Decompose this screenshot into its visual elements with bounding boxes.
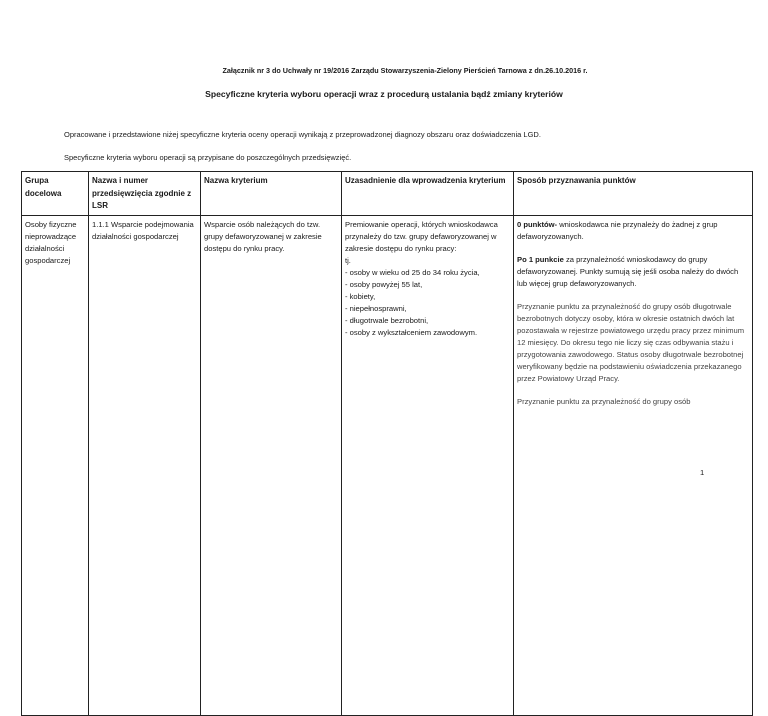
scoring-next: Przyznanie punktu za przynależność do grupy osób xyxy=(517,396,691,406)
cell-scoring xyxy=(514,215,753,715)
justification-intro: Premiowanie operacji, których wnioskodawca przynależy do tzw. grupy defaworyzowanej w zakresie dostępu do rynku pracy: xyxy=(345,219,498,253)
justification-item: - osoby z wykształceniem zawodowym. xyxy=(345,327,478,337)
justification-item: - osoby powyżej 55 lat, xyxy=(345,279,423,289)
justification-item: - długotrwale bezrobotni, xyxy=(345,315,429,325)
table-header-row xyxy=(22,172,753,216)
header-target-group: Grupa docelowa xyxy=(22,172,89,216)
scoring-one xyxy=(517,254,749,290)
scoring-zero xyxy=(517,219,749,243)
justification-item: - niepełnosprawni, xyxy=(345,303,407,313)
scoring-zero-text: wnioskodawca nie przynależy do żadnej z grup defaworyzowanych. xyxy=(517,219,718,241)
header-criterion: Nazwa kryterium xyxy=(201,172,342,216)
scoring-unemployed: Przyznanie punktu za przynależność do grupy osób długotrwale bezrobotnych dotyczy osoby, która w okresie ostatnich dwóch lat pozostawała w rejestrze powiatowego urzędu pracy przez minimum 12 miesięcy. Do okresu tego nie liczy się czas odbywania stażu i przygotowania zawodowego. Status osoby długotrwale bezrobotnej weryfikowany będzie na podstawieniu oświadczenia przekazanego przez Powiatowy Urząd Pracy. xyxy=(517,301,745,383)
cell-criterion: Wsparcie osób należących do tzw. grupy defaworyzowanej w zakresie dostępu do rynku pracy. xyxy=(201,215,342,715)
cell-target-group: Osoby fizyczne nieprowadzące działalności gospodarczej xyxy=(22,215,89,715)
scoring-zero-bold: 0 punktów- xyxy=(517,219,558,229)
cell-venture: 1.1.1 Wsparcie podejmowania działalności gospodarczej xyxy=(89,215,201,715)
document-title: Specyficzne kryteria wyboru operacji wraz z procedurą ustalania bądź zmiany kryteriów xyxy=(205,89,563,99)
scoring-one-bold: Po 1 punkcie xyxy=(517,254,564,264)
header-scoring: Sposób przyznawania punktów xyxy=(514,172,753,216)
header-justification: Uzasadnienie dla wprowadzenia kryterium xyxy=(342,172,514,216)
table-row xyxy=(22,215,753,715)
page-number: 1 xyxy=(700,468,705,477)
intro-paragraph-2: Specyficzne kryteria wyboru operacji są przypisane do poszczególnych przedsięwzięć. xyxy=(64,153,352,162)
intro-paragraph-1: Opracowane i przedstawione niżej specyficzne kryteria oceny operacji wynikają z przeprowadzonej diagnozy obszaru oraz doświadczenia LGD. xyxy=(64,130,541,139)
cell-justification xyxy=(342,215,514,715)
criteria-table xyxy=(21,171,753,716)
header-venture: Nazwa i numer przedsięwzięcia zgodnie z LSR xyxy=(89,172,201,216)
justification-item: - osoby w wieku od 25 do 34 roku życia, xyxy=(345,267,480,277)
justification-item: - kobiety, xyxy=(345,291,376,301)
scoring-one-text: za przynależność wnioskodawcy do grupy defaworyzowanej. Punkty sumują się jeśli osoba należy do dwóch lub więcej grup defaworyzowanych. xyxy=(517,254,739,288)
annex-header: Załącznik nr 3 do Uchwały nr 19/2016 Zarządu Stowarzyszenia-Zielony Pierścień Tarnowa z dn.26.10.2016 r. xyxy=(222,66,588,75)
justification-tj: tj. xyxy=(345,255,351,265)
